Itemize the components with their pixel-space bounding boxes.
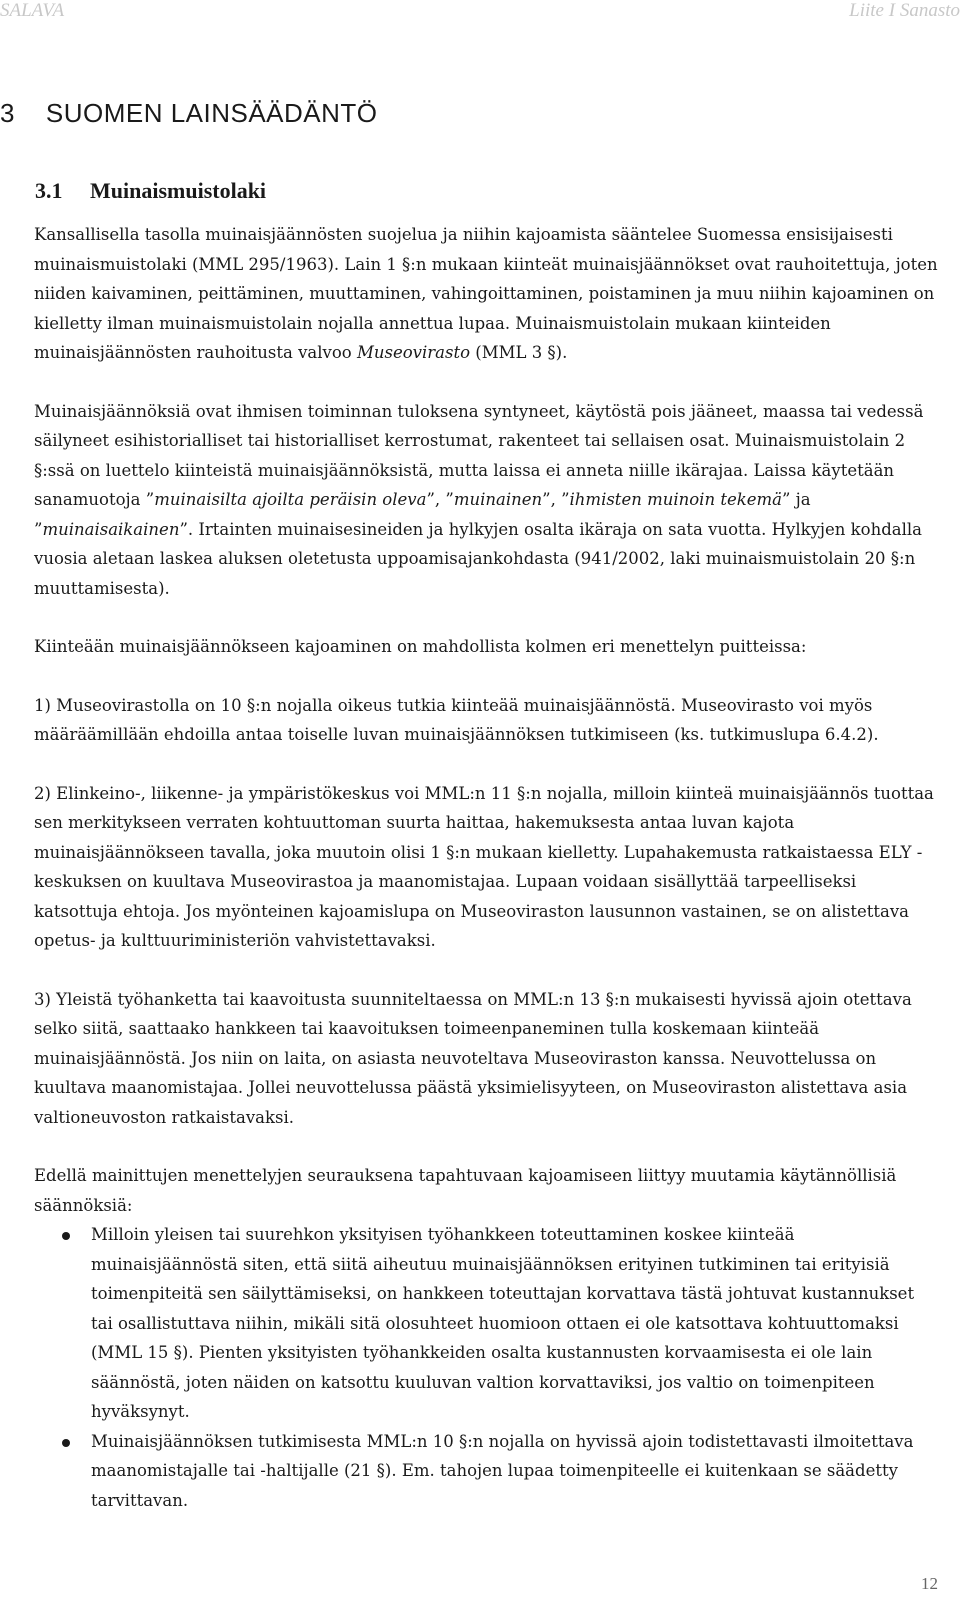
page-number: 12 [921, 1574, 938, 1593]
chapter-title: 3 SUOMEN LAINSÄÄDÄNTÖ [0, 98, 378, 128]
header-right: Liite I Sanasto [849, 0, 960, 21]
paragraph-6: 3) Yleistä työhanketta tai kaavoitusta suunniteltaessa on MML:n 13 §:n mukaisesti hyvissä ajoin otettava selko siitä, saattaako hankkeen tai kaavoituksen toimeenpaneminen tulla koskemaan kiinteää muinaisjäännöstä. Jos niin on laita, on asiasta neuvoteltava Museoviraston kanssa. Neuvottelussa on kuultava maanomistajaa. Jollei neuvottelussa päästä yksimielisyyteen, on Museoviraston alistettava asia valtioneuvoston ratkaistavaksi. [34, 989, 912, 1127]
section-heading [35, 178, 266, 204]
section-title: Muinaismuistolaki [90, 178, 267, 203]
list-item [34, 1220, 940, 1427]
bullet-dot-icon [62, 1439, 70, 1447]
paragraph-4: 1) Museovirastolla on 10 §:n nojalla oikeus tutkia kiinteää muinaisjäännöstä. Museovirasto voi myös määräämillään ehdoilla antaa toiselle luvan muinaisjäännöksen tutkimiseen (ks. tutkimuslupa 6.4.2). [34, 695, 879, 744]
paragraph-1 [34, 220, 940, 368]
bullet-dot-icon [62, 1232, 70, 1240]
list-item-text: Muinaisjäännöksen tutkimisesta MML:n 10 §:n nojalla on hyvissä ajoin todistettavasti ilmoitettava maanomistajalle tai -haltijalle (21 §). Em. tahojen lupaa toimenpiteelle ei kuitenkaan se säädetty tarvittavan. [91, 1431, 914, 1510]
paragraph-7: Edellä mainittujen menettelyjen seurauksena tapahtuvaan kajoamiseen liittyy muutamia käytännöllisiä säännöksiä: [34, 1166, 897, 1215]
paragraph-5: 2) Elinkeino-, liikenne- ja ympäristökeskus voi MML:n 11 §:n nojalla, milloin kiinteä muinaisjäännös tuottaa sen merkitykseen verraten kohtuuttoman suurta haittaa, hakemuksesta antaa luvan kajota muinaisjäännökseen tavalla, joka muutoin olisi 1 §:n mukaan kielletty. Lupahakemusta ratkaistaessa ELY -keskuksen on kuultava Museovirastoa ja maanomistajaa. Lupaan voidaan sisällyttää tarpeelliseksi katsottuja ehtoja. Jos myönteinen kajoamislupa on Museoviraston lausunnon vastainen, se on alistettava opetus- ja kulttuuriministeriön vahvistettavaksi. [34, 783, 934, 950]
document-body [34, 220, 940, 1515]
section-number: 3.1 [35, 178, 63, 203]
p2-term-1: muinaisilta ajoilta peräisin oleva [154, 490, 427, 509]
bullet-list [34, 1220, 940, 1515]
p2-term-4: muinaisaikainen [42, 519, 180, 539]
list-item-text: Milloin yleisen tai suurehkon yksityisen työhankkeen toteuttaminen koskee kiinteää muinaisjäännöstä siten, että siitä aiheutuu muinaisjäännöksen erityinen tutkiminen tai erityisiä toimenpiteitä sen säilyttämiseksi, on hankkeen toteuttajan korvattava tästä johtuvat kustannukset tai osallistuttava niihin, mikäli sitä olosuhteet huomioon ottaen ei ole katsottava kohtuuttomaksi (MML 15 §). Pienten yksityisten työhankkeiden osalta kustannusten korvaamisesta ei ole lain säännöstä, joten näiden on katsottu kuuluvan valtion korvattaviksi, jos valtio on toimenpiteen hyväksynyt. [91, 1225, 915, 1421]
page-header [0, 0, 960, 24]
paragraph-3: Kiinteään muinaisjäännökseen kajoaminen on mahdollista kolmen eri menettelyn puitteissa: [34, 637, 807, 656]
p1-text-b: (MML 3 §). [470, 343, 568, 362]
paragraph-2 [34, 397, 940, 604]
p2-sep-2: ”, ” [542, 490, 570, 509]
header-left: SALAVA [0, 0, 65, 21]
p1-emphasis: Museovirasto [356, 343, 471, 362]
p2-term-3: ihmisten muinoin tekemä [569, 490, 782, 509]
list-item [34, 1427, 940, 1516]
p2-sep-3: ” ja ” [34, 490, 811, 539]
p2-text-b: ”. Irtainten muinaisesineiden ja hylkyjen osalta ikäraja on sata vuotta. Hylkyjen kohdalla vuosia aletaan laskea aluksen oletetusta uppoamisajankohdasta (941/2002, laki muinaismuistolain 20 §:n muuttamisesta). [34, 519, 923, 598]
p2-term-2: muinainen [453, 490, 543, 509]
p2-text-a: Muinaisjäännöksiä ovat ihmisen toiminnan tuloksena syntyneet, käytöstä pois jääneet, maassa tai vedessä säilyneet esihistorialliset tai historialliset kerrostumat, rakenteet tai sellaisen osat. Muinaismuistolain 2 §:ssä on luettelo kiinteistä muinaisjäännöksistä, mutta laissa ei anneta niille ikärajaa. Laissa käytetään sanamuotoja ” [34, 401, 924, 509]
p1-text-a: Kansallisella tasolla muinaisjäännösten suojelua ja niihin kajoamista sääntelee Suomessa ensisijaisesti muinaismuistolaki (MML 295/1963). Lain 1 §:n mukaan kiinteät muinaisjäännökset ovat rauhoitettuja, joten niiden kaivaminen, peittäminen, muuttaminen, vahingoittaminen, poistaminen ja muu niihin kajoaminen on kielletty ilman muinaismuistolain nojalla annettua lupaa. Muinaismuistolain mukaan kiinteiden muinaisjäännösten rauhoitusta valvoo [34, 225, 938, 362]
p2-sep-1: ”, ” [426, 490, 454, 509]
